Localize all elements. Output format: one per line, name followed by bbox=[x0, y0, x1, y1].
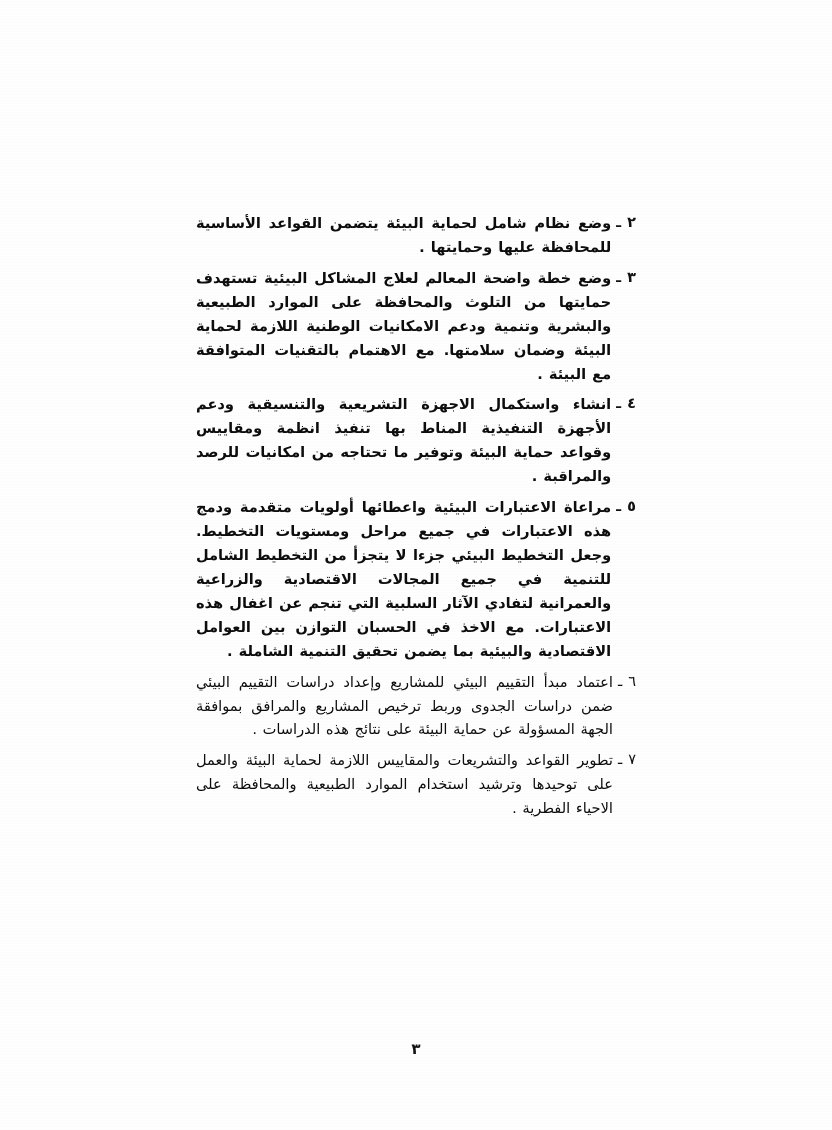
list-item bbox=[196, 212, 636, 260]
list-item-number: ٤ bbox=[627, 396, 636, 413]
list-item-separator: ـ bbox=[616, 396, 622, 413]
list-item-number: ٦ bbox=[628, 673, 636, 690]
list-item-text: وضع خطة واضحة المعالم لعلاج المشاكل البيئية تستهدف حمايتها من التلوث والمحافظة على الموارد الطبيعية والبشرية وتنمية ودعم الامكانيات الوطنية اللازمة لحماية البيئة وضمان سلامتها. مع الاهتمام بالتقنيات المتوافقة مع البيئة . bbox=[196, 269, 612, 383]
list-item-separator: ـ bbox=[616, 499, 622, 516]
list-item-separator: ـ bbox=[617, 752, 623, 769]
list-item bbox=[196, 749, 636, 821]
list-item-separator: ـ bbox=[617, 673, 623, 690]
list-item bbox=[196, 671, 636, 743]
list-item-number: ٣ bbox=[627, 269, 636, 286]
list-item bbox=[196, 496, 636, 663]
list-item-number: ٧ bbox=[628, 752, 636, 769]
list-item-text: وضع نظام شامل لحماية البيئة يتضمن القواعد الأساسية للمحافظة عليها وحمايتها . bbox=[196, 215, 612, 256]
list-item-number: ٢ bbox=[627, 215, 636, 231]
list-item-number: ٥ bbox=[627, 499, 636, 516]
list-item-text: اعتماد مبدأ التقييم البيئي للمشاريع وإعداد دراسات التقييم البيئي ضمن دراسات الجدوى وربط ترخيص المشاريع والمرافق بموافقة الجهة المسؤولة عن حماية البيئة على نتائج هذه الدراسات . bbox=[196, 673, 613, 739]
list-item bbox=[196, 393, 636, 489]
list-item-text: انشاء واستكمال الاجهزة التشريعية والتنسيقية ودعم الأجهزة التنفيذية المناط بها تنفيذ انظمة ومقاييس وقواعد حماية البيئة وتوفير ما تحتاجه من امكانيات للرصد والمراقبة . bbox=[196, 396, 612, 486]
list-item-separator: ـ bbox=[616, 215, 622, 231]
numbered-list bbox=[196, 212, 636, 828]
list-item-separator: ـ bbox=[616, 269, 622, 286]
list-item bbox=[196, 267, 636, 387]
list-item-text: تطوير القواعد والتشريعات والمقاييس اللازمة لحماية البيئة والعمل على توحيدها وترشيد استخدام الموارد الطبيعية والمحافظة على الاحياء الفطرية . bbox=[196, 752, 613, 818]
list-item-text: مراعاة الاعتبارات البيئية واعطائها أولويات متقدمة ودمج هذه الاعتبارات في جميع مراحل ومستويات التخطيط. وجعل التخطيط البيئي جزءا لا يتجزأ من التخطيط الشامل للتنمية في جميع المجالات الاقتصادية والزراعية والعمرانية لتفادي الآثار السلبية التي تنجم عن اغفال هذه الاعتبارات. مع الاخذ في الحسبان التوازن بين العوامل الاقتصادية والبيئية بما يضمن تحقيق التنمية الشاملة . bbox=[196, 499, 612, 660]
page-number: ٣ bbox=[411, 1040, 421, 1058]
